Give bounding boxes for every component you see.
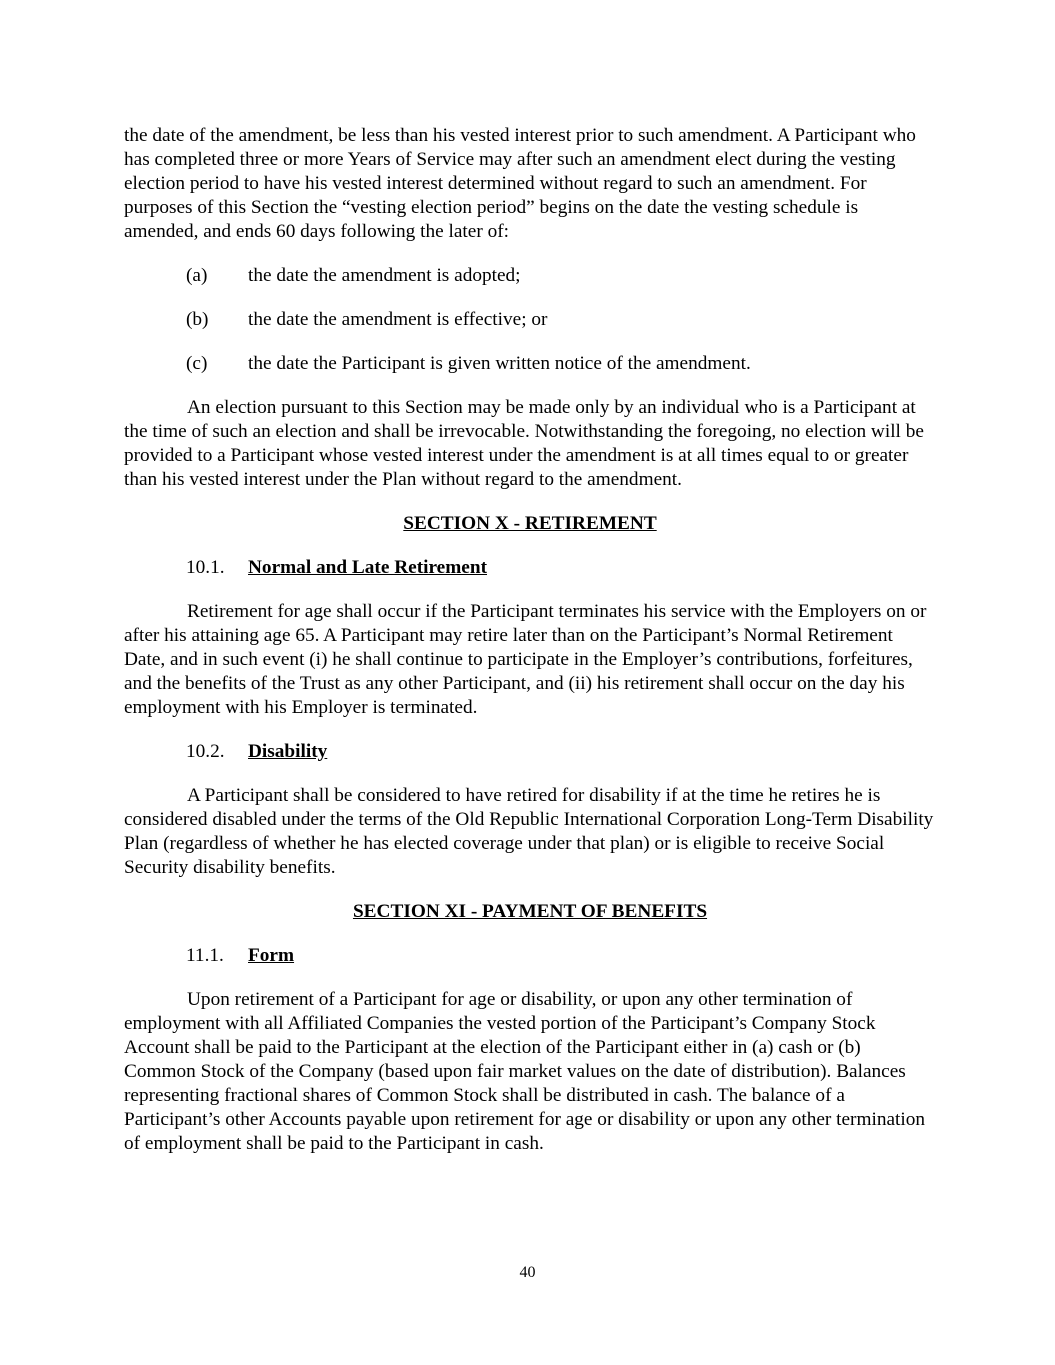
- list-text: the date the amendment is adopted;: [248, 265, 521, 286]
- section-11-1-body: Upon retirement of a Participant for age or disability, or upon any other termination of employment with all Affiliated Companies the vested portion of the Participant’s Company Stock Account shall be paid to the Participant at the election of the Participant either in (a) cash or (b) Common Stock of the Company (based upon fair market values on the date of distribution). Balances representing fractional shares of Common Stock shall be distributed in cash. The balance of a Participant’s other Accounts payable upon retirement for age or disability or upon any other termination of employment shall be paid to the Participant in cash.: [124, 989, 926, 1154]
- document-page: [124, 124, 936, 1156]
- section-number: 10.2.: [186, 741, 225, 762]
- intro-paragraph: the date of the amendment, be less than his vested interest prior to such amendment. A Participant who has completed three or more Years of Service may after such an amendment elect during the vesting election period to have his vested interest determined without regard to such an amendment. For purposes of this Section the “vesting election period” begins on the date the vesting schedule is amended, and ends 60 days following the later of:: [124, 125, 916, 242]
- section-number: 11.1.: [186, 945, 224, 966]
- section-x-heading: SECTION X - RETIREMENT: [403, 513, 657, 534]
- election-paragraph: An election pursuant to this Section may be made only by an individual who is a Participant at the time of such an election and shall be irrevocable. Notwithstanding the foregoing, no election will be provided to a Participant whose vested interest under the amendment is at all times equal to or greater than his vested interest under the Plan without regard to the amendment.: [124, 397, 924, 490]
- section-11-1-heading: [124, 944, 936, 968]
- list-text: the date the amendment is effective; or: [248, 309, 548, 330]
- list-text: the date the Participant is given written notice of the amendment.: [248, 353, 751, 374]
- section-title: Normal and Late Retirement: [248, 557, 488, 578]
- list-item-c: [124, 352, 936, 376]
- section-10-1-heading: [124, 556, 936, 580]
- list-marker: (b): [186, 309, 209, 330]
- section-10-1-body: Retirement for age shall occur if the Participant terminates his service with the Employers on or after his attaining age 65. A Participant may retire later than on the Participant’s Normal Retirement Date, and in such event (i) he shall continue to participate in the Employer’s contributions, forfeitures, and the benefits of the Trust as any other Participant, and (ii) his retirement shall occur on the day his employment with his Employer is terminated.: [124, 601, 927, 718]
- section-10-2-heading: [124, 740, 936, 764]
- section-xi-heading: SECTION XI - PAYMENT OF BENEFITS: [352, 901, 708, 922]
- list-item-b: [124, 308, 936, 332]
- list-marker: (a): [186, 265, 208, 286]
- section-10-2-body: A Participant shall be considered to have retired for disability if at the time he retires he is considered disabled under the terms of the Old Republic International Corporation Long-Term Disability Plan (regardless of whether he has elected coverage under that plan) or is eligible to receive Social Security disability benefits.: [124, 785, 934, 878]
- list-marker: (c): [186, 353, 208, 374]
- page-number: 40: [519, 1264, 536, 1281]
- section-number: 10.1.: [186, 557, 225, 578]
- section-title: Disability: [248, 741, 328, 762]
- section-title: Form: [248, 945, 295, 966]
- list-item-a: [124, 264, 936, 288]
